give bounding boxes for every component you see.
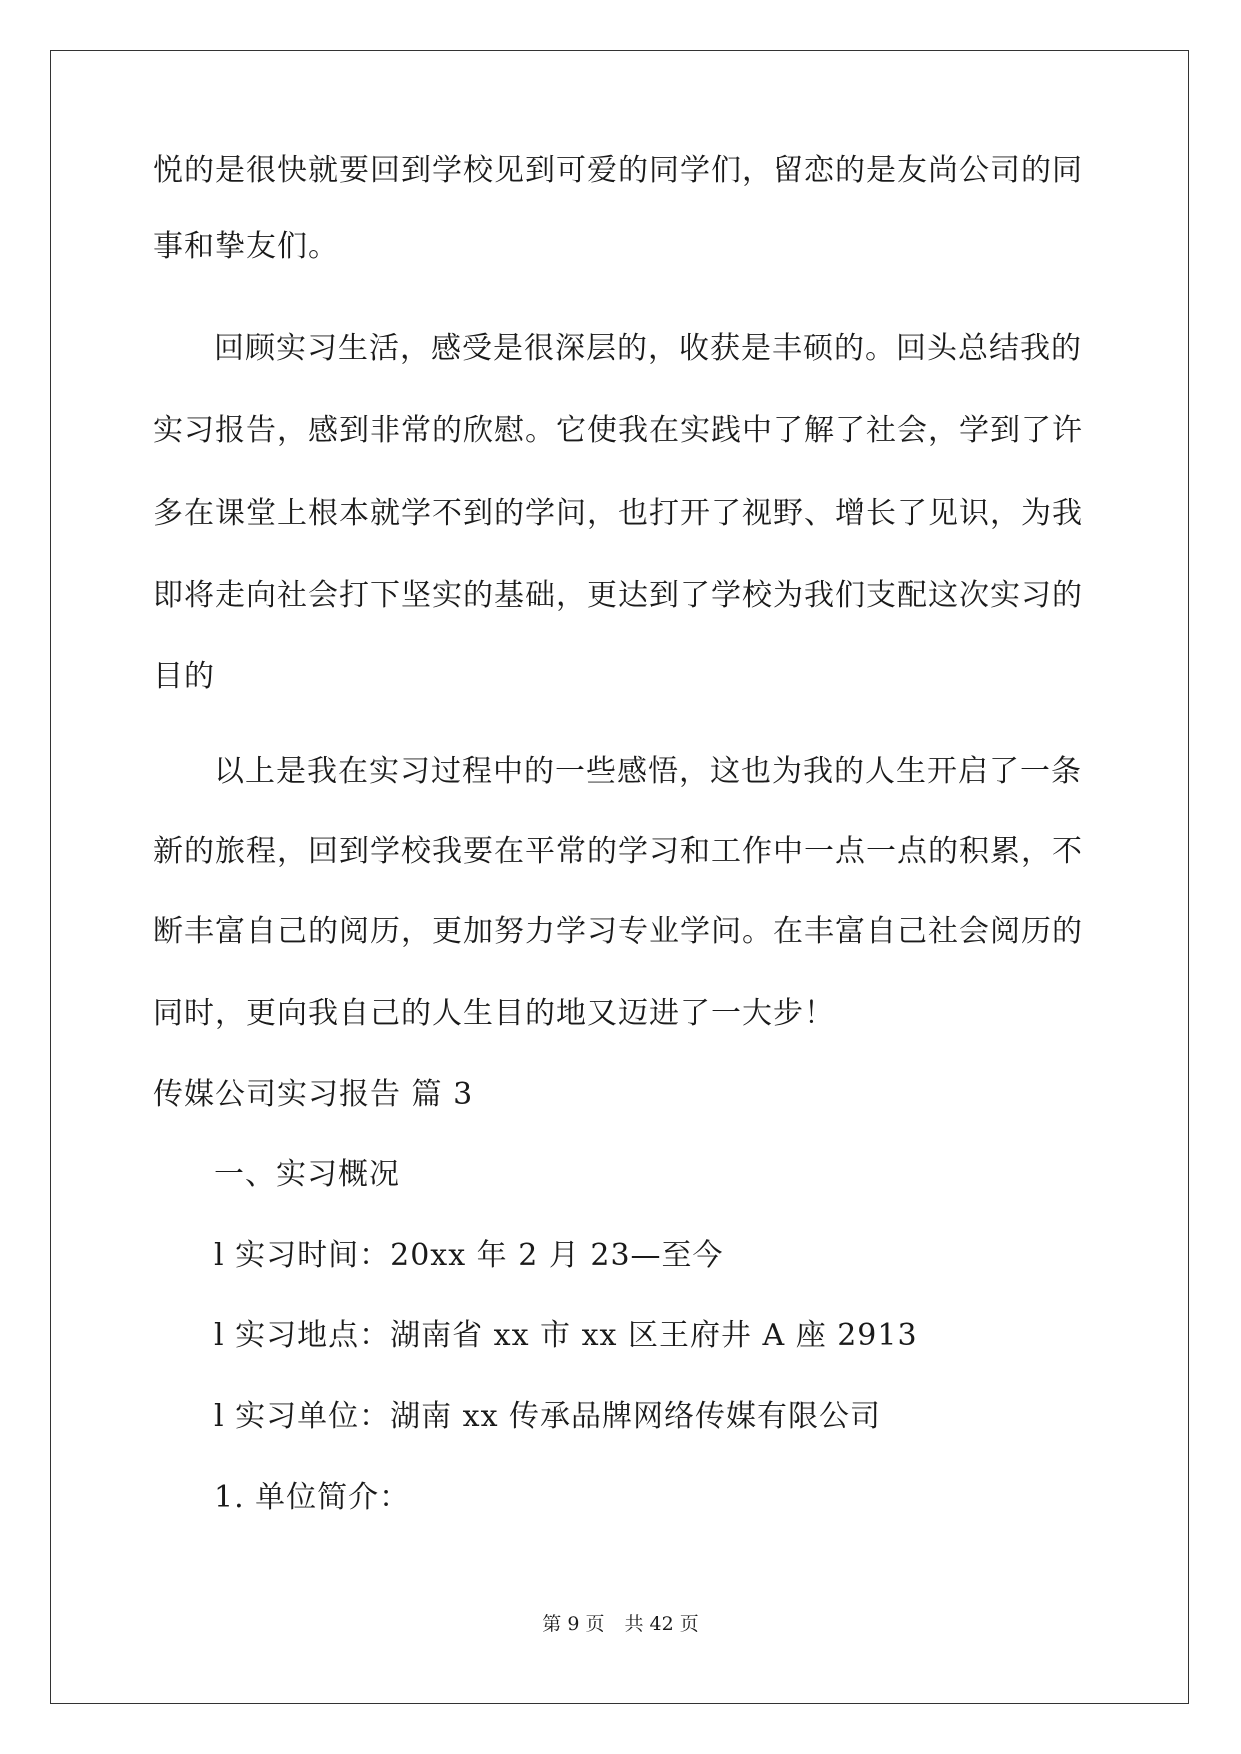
list-item: 1. 单位简介： <box>214 1480 411 1515</box>
paragraph-first-line: 以上是我在实习过程中的一些感悟，这也为我的人生开启了一条 <box>214 754 1082 789</box>
total-pages: 共 42 页 <box>624 1613 699 1635</box>
paragraph-first-line: 回顾实习生活，感受是很深层的，收获是丰硕的。回头总结我的 <box>214 331 1082 366</box>
body-line: 目的 <box>153 659 215 694</box>
body-line: 多在课堂上根本就学不到的学问，也打开了视野、增长了见识，为我 <box>153 496 1083 531</box>
body-line: 同时，更向我自己的人生目的地又迈进了一大步！ <box>153 996 835 1031</box>
body-line: 即将走向社会打下坚实的基础，更达到了学校为我们支配这次实习的 <box>153 578 1083 613</box>
page-border <box>50 50 1189 1704</box>
body-line: 悦的是很快就要回到学校见到可爱的同学们，留恋的是友尚公司的同 <box>153 153 1083 188</box>
subsection-heading: 一、实习概况 <box>214 1157 400 1192</box>
body-line: 事和挚友们。 <box>153 229 339 264</box>
list-item: l 实习单位：湖南 xx 传承品牌网络传媒有限公司 <box>214 1399 882 1434</box>
section-heading: 传媒公司实习报告 篇 3 <box>153 1077 474 1112</box>
list-item: l 实习地点：湖南省 xx 市 xx 区王府井 A 座 2913 <box>214 1318 918 1353</box>
page-footer <box>0 1612 1241 1636</box>
list-item: l 实习时间：20xx 年 2 月 23—至今 <box>214 1238 724 1273</box>
page-number: 第 9 页 <box>542 1613 605 1635</box>
body-line: 新的旅程，回到学校我要在平常的学习和工作中一点一点的积累，不 <box>153 834 1083 869</box>
body-line: 断丰富自己的阅历，更加努力学习专业学问。在丰富自己社会阅历的 <box>153 914 1083 949</box>
body-line: 实习报告，感到非常的欣慰。它使我在实践中了解了社会，学到了许 <box>153 413 1083 448</box>
